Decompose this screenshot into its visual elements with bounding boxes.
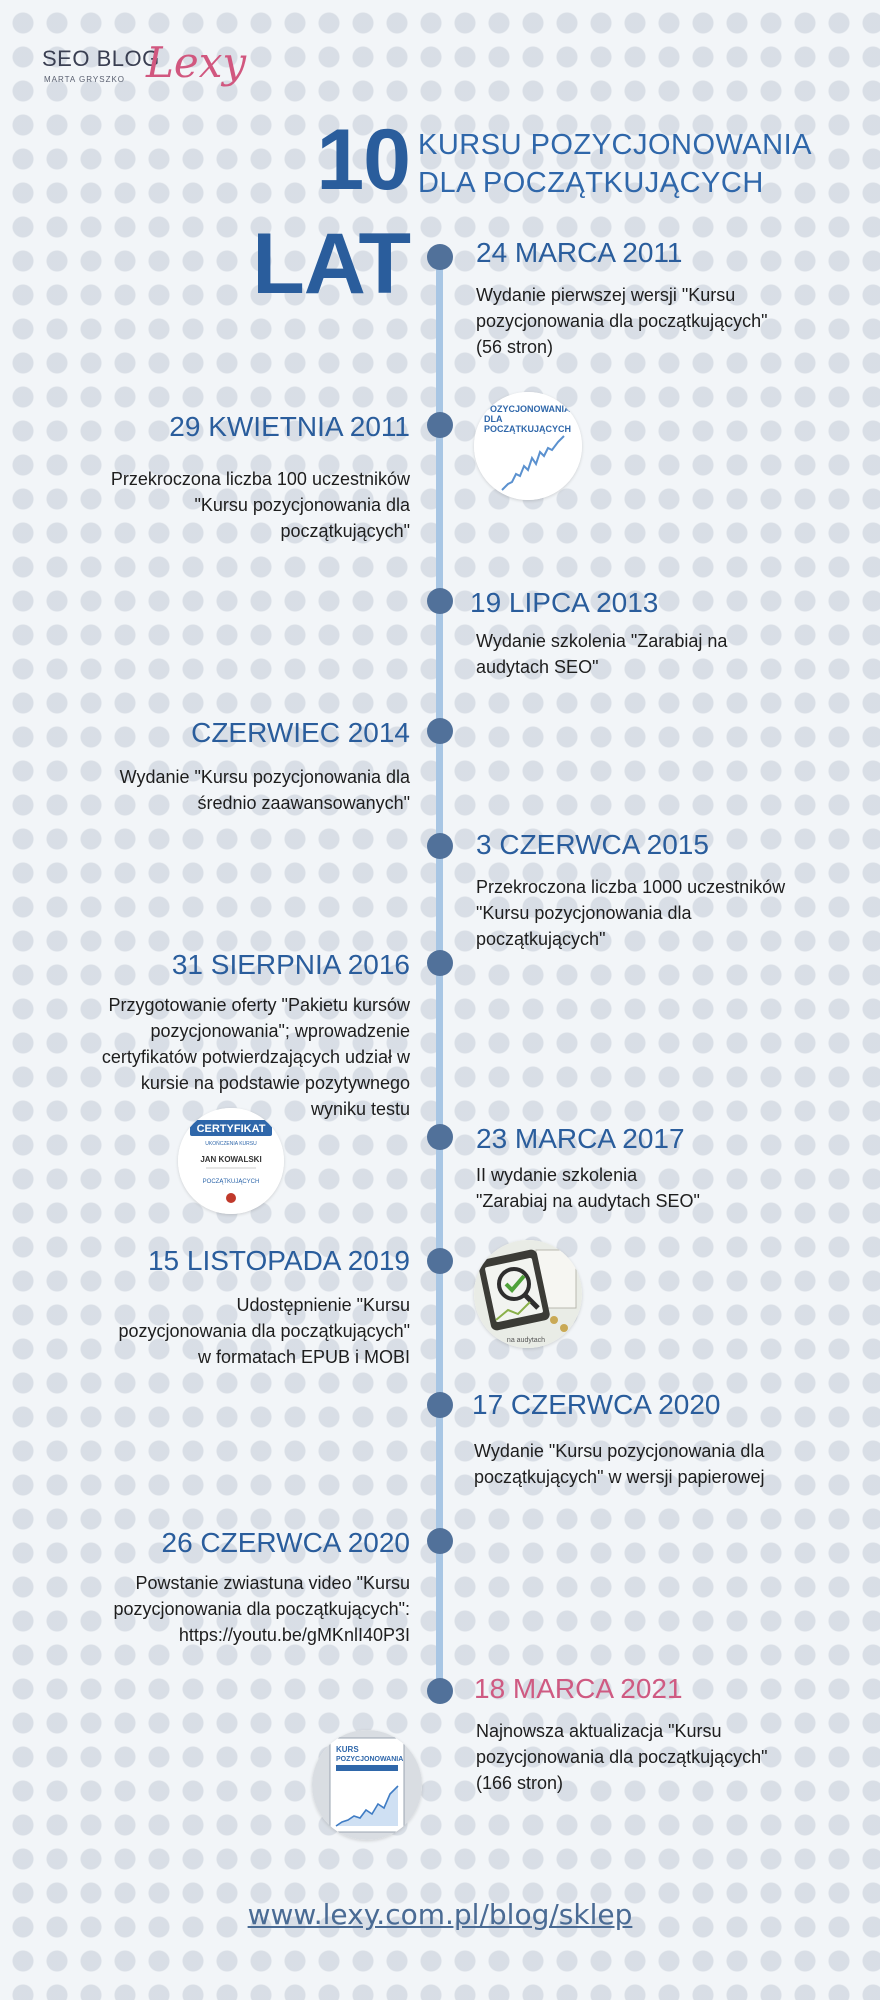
video-trailer-link[interactable]: https://youtu.be/gMKnlI40P3I: [178, 1625, 410, 1645]
event-date-11: 18 MARCA 2021: [474, 1673, 683, 1704]
shop-url-link[interactable]: www.lexy.com.pl/blog/sklep: [247, 1898, 633, 1931]
page-title-big: 10 LAT: [252, 112, 410, 312]
timeline-dot: [427, 718, 453, 744]
svg-text:POZYCJONOWANIA: POZYCJONOWANIA: [336, 1756, 404, 1763]
timeline-dot: [427, 244, 453, 270]
event-date-1: 24 MARCA 2011: [476, 237, 683, 268]
timeline-dot: [427, 1248, 453, 1274]
event-description-2: Przekroczona liczba 100 uczestników "Kursu pozycjonowania dla początkujących": [110, 469, 410, 541]
timeline-dot: [427, 1528, 453, 1554]
event-date-3: 19 LIPCA 2013: [470, 587, 659, 618]
event-date-10: 26 CZERWCA 2020: [161, 1527, 410, 1558]
timeline-dot: [427, 588, 453, 614]
event-description-1: Wydanie pierwszej wersji "Kursu pozycjonowania dla początkujących" (56 stron): [476, 285, 768, 357]
svg-text:JAN KOWALSKI: JAN KOWALSKI: [200, 1155, 262, 1164]
event-description-4: Wydanie "Kursu pozycjonowania dla średnio zaawansowanych": [119, 767, 410, 813]
page-title-subtitle: [418, 126, 812, 202]
timeline-dot: [427, 833, 453, 859]
event-date-9: 17 CZERWCA 2020: [472, 1389, 721, 1420]
event-description-11: Najnowsza aktualizacja "Kursu pozycjonowania dla początkujących" (166 stron): [476, 1721, 768, 1793]
svg-text:POZYCJONOWANIA: POZYCJONOWANIA: [484, 404, 571, 414]
svg-text:UKOŃCZENIA KURSU: UKOŃCZENIA KURSU: [205, 1141, 257, 1147]
event-description-10: Powstanie zwiastuna video "Kursu pozycjonowania dla początkujących": https://youtu.be/gMKnlI40P3I: [28, 1570, 410, 1648]
event-date-2: 29 KWIETNIA 2011: [169, 411, 410, 442]
svg-text:DLA: DLA: [484, 414, 503, 424]
audit-course-thumbnail: [474, 1240, 582, 1348]
event-description-5: Przekroczona liczba 1000 uczestników "Kursu pozycjonowania dla początkujących": [476, 877, 786, 949]
subtitle-line-1: KURSU POZYCJONOWANIA: [418, 129, 813, 161]
timeline-dot: [427, 950, 453, 976]
timeline-dot: [427, 412, 453, 438]
certificate-thumbnail: [178, 1108, 284, 1214]
subtitle-line-2: DLA POCZĄTKUJĄCYCH: [418, 167, 764, 199]
logo-lexy: Lexy: [146, 38, 247, 87]
event-description-9: Wydanie "Kursu pozycjonowania dla początkujących" w wersji papierowej: [474, 1441, 765, 1487]
event-description-8: Udostępnienie "Kursu pozycjonowania dla początkujących" w formatach EPUB i MOBI: [118, 1295, 410, 1367]
timeline-dot: [427, 1392, 453, 1418]
logo-seo-blog: SEO BLOG: [42, 46, 160, 71]
svg-text:POCZĄTKUJĄCYCH: POCZĄTKUJĄCYCH: [484, 424, 572, 434]
course-book-thumbnail: [312, 1730, 422, 1840]
event-description-7: II wydanie szkolenia "Zarabiaj na audytach SEO": [476, 1165, 700, 1211]
event-description-6: Przygotowanie oferty "Pakietu kursów pozycjonowania"; wprowadzenie certyfikatów potwierdzających udział w kursie na podstawie pozytywnego wyniku testu: [101, 995, 410, 1119]
logo-author-name: MARTA GRYSZKO: [44, 75, 126, 84]
event-date-8: 15 LISTOPADA 2019: [147, 1245, 410, 1276]
event-description-3: Wydanie szkolenia "Zarabiaj na audytach SEO": [476, 631, 728, 677]
svg-text:KURS: KURS: [336, 1745, 359, 1754]
timeline-dot: [427, 1678, 453, 1704]
event-date-4: CZERWIEC 2014: [191, 717, 410, 748]
event-date-7: 23 MARCA 2017: [476, 1123, 685, 1154]
svg-text:CERTYFIKAT: CERTYFIKAT: [196, 1123, 266, 1135]
event-date-6: 31 SIERPNIA 2016: [171, 949, 410, 980]
timeline-dot: [427, 1124, 453, 1150]
event-date-5: 3 CZERWCA 2015: [476, 829, 709, 860]
svg-text:POCZĄTKUJĄCYCH: POCZĄTKUJĄCYCH: [202, 1179, 260, 1185]
course-cover-thumbnail: [474, 392, 582, 500]
svg-text:na audytach: na audytach: [506, 1337, 546, 1344]
